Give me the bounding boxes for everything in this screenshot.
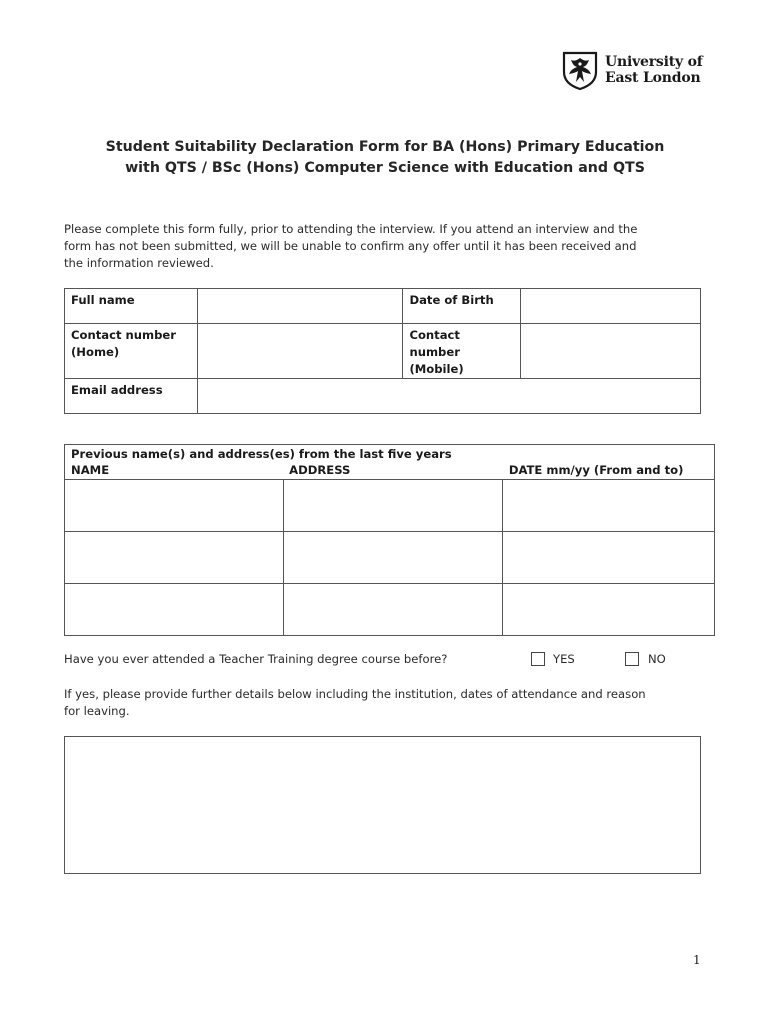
intro-paragraph <box>64 221 714 272</box>
form-title-line-1: Student Suitability Declaration Form for BA (Hons) Primary Education <box>105 139 665 155</box>
name-cell[interactable] <box>65 532 284 584</box>
address-cell[interactable] <box>283 584 503 636</box>
personal-details-table <box>64 288 701 414</box>
full-name-label: Full name <box>65 289 198 324</box>
address-cell[interactable] <box>283 480 503 532</box>
form-title <box>40 137 730 179</box>
contact-mobile-label: Contact number (Mobile) <box>403 324 521 379</box>
date-cell[interactable] <box>503 480 715 532</box>
yes-label: YES <box>553 652 575 666</box>
form-title-line-2: with QTS / BSc (Hons) Computer Science with Education and QTS <box>125 160 645 176</box>
further-details-textarea[interactable] <box>64 736 701 874</box>
logo-line-2: East London <box>605 70 701 86</box>
address-history-heading: Previous name(s) and address(es) from the last five years <box>65 445 715 463</box>
date-cell[interactable] <box>503 532 715 584</box>
column-header-name: NAME <box>65 462 284 480</box>
table-row <box>65 480 715 532</box>
phoenix-crest-icon <box>561 50 599 90</box>
address-cell[interactable] <box>283 532 503 584</box>
details-line-2: for leaving. <box>64 704 130 718</box>
contact-home-label: Contact number (Home) <box>65 324 198 379</box>
name-cell[interactable] <box>65 480 284 532</box>
column-header-address: ADDRESS <box>283 462 503 480</box>
no-label: NO <box>648 652 666 666</box>
intro-line-3: the information reviewed. <box>64 256 214 270</box>
details-line-1: If yes, please provide further details below including the institution, dates of attendance and reason <box>64 687 646 701</box>
teacher-training-question: Have you ever attended a Teacher Training degree course before? <box>64 652 448 666</box>
email-address-label: Email address <box>65 379 198 414</box>
intro-line-1: Please complete this form fully, prior to attending the interview. If you attend an interview and the <box>64 222 638 236</box>
details-instructions <box>64 686 714 720</box>
yes-checkbox[interactable] <box>531 652 545 666</box>
table-row <box>65 584 715 636</box>
logo-line-1: University of <box>605 54 703 70</box>
no-checkbox[interactable] <box>625 652 639 666</box>
page-number: 1 <box>693 953 701 967</box>
table-row <box>65 532 715 584</box>
contact-mobile-field[interactable] <box>521 324 701 379</box>
date-of-birth-label: Date of Birth <box>403 289 521 324</box>
column-header-date: DATE mm/yy (From and to) <box>503 462 715 480</box>
contact-home-field[interactable] <box>197 324 403 379</box>
name-cell[interactable] <box>65 584 284 636</box>
email-address-field[interactable] <box>197 379 700 414</box>
university-logo-text <box>605 54 703 86</box>
date-cell[interactable] <box>503 584 715 636</box>
intro-line-2: form has not been submitted, we will be unable to confirm any offer until it has been received and <box>64 239 637 253</box>
address-history-table <box>64 444 715 636</box>
date-of-birth-field[interactable] <box>521 289 701 324</box>
full-name-field[interactable] <box>197 289 403 324</box>
